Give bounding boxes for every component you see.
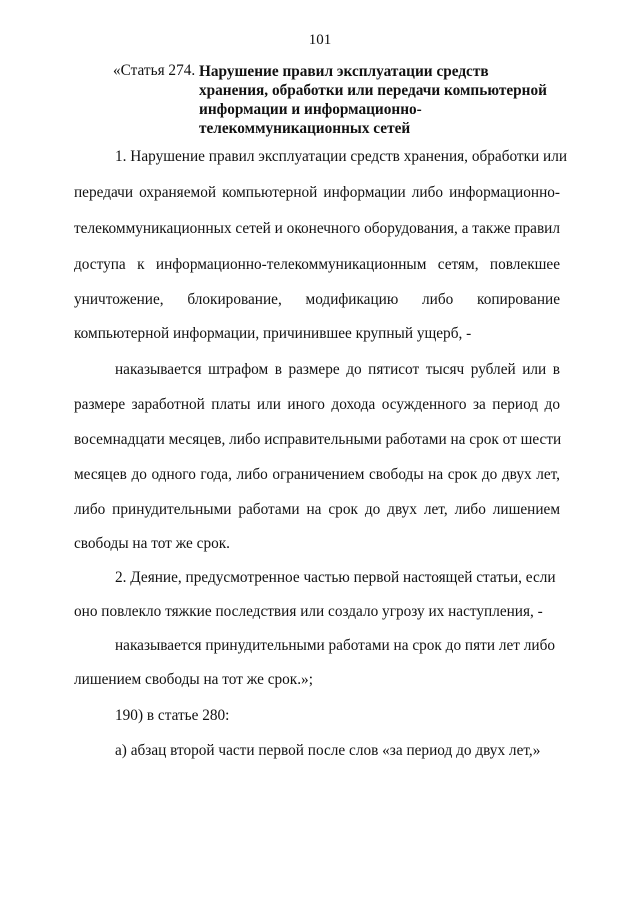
p1-line6: компьютерной информации, причинившее крупный ущерб, -	[74, 325, 472, 342]
p4-line2: лишением свободы на тот же срок.»;	[74, 671, 313, 688]
p1-line4: доступа к информационно-телекоммуникационным сетям, повлекшее	[74, 256, 560, 273]
p2-line2: размере заработной платы или иного дохода осужденного за период до	[74, 396, 560, 413]
page-number: 101	[308, 32, 332, 48]
p3-line2: оно повлекло тяжкие последствия или создало угрозу их наступления, -	[74, 603, 543, 620]
p3-line1: 2. Деяние, предусмотренное частью первой настоящей статьи, если	[115, 569, 556, 586]
p6-line1: а) абзац второй части первой после слов «за период до двух лет,»	[115, 742, 541, 759]
article-number: «Статья 274.	[113, 62, 196, 79]
p1-line1: 1. Нарушение правил эксплуатации средств хранения, обработки или	[115, 148, 568, 165]
article-title: Нарушение правил эксплуатации средств хранения, обработки или передачи компьютерной информации и информационно-телекоммуникационных сетей	[199, 63, 547, 137]
p1-line2: передачи охраняемой компьютерной информации либо информационно-	[74, 184, 560, 201]
p5-line1: 190) в статье 280:	[115, 707, 230, 724]
p4-line1: наказывается принудительными работами на срок до пяти лет либо	[115, 637, 556, 654]
p2-line3: восемнадцати месяцев, либо исправительными работами на срок от шести	[74, 431, 562, 448]
p2-line1: наказывается штрафом в размере до пятисот тысяч рублей или в	[115, 361, 560, 378]
p2-line4: месяцев до одного года, либо ограничением свободы на срок до двух лет,	[74, 466, 560, 483]
p1-line5: уничтожение, блокирование, модификацию либо копирование	[74, 291, 560, 308]
p2-line5: либо принудительными работами на срок до двух лет, либо лишением	[74, 501, 560, 518]
p2-line6: свободы на тот же срок.	[74, 535, 230, 552]
p1-line3: телекоммуникационных сетей и оконечного оборудования, а также правил	[74, 220, 560, 237]
